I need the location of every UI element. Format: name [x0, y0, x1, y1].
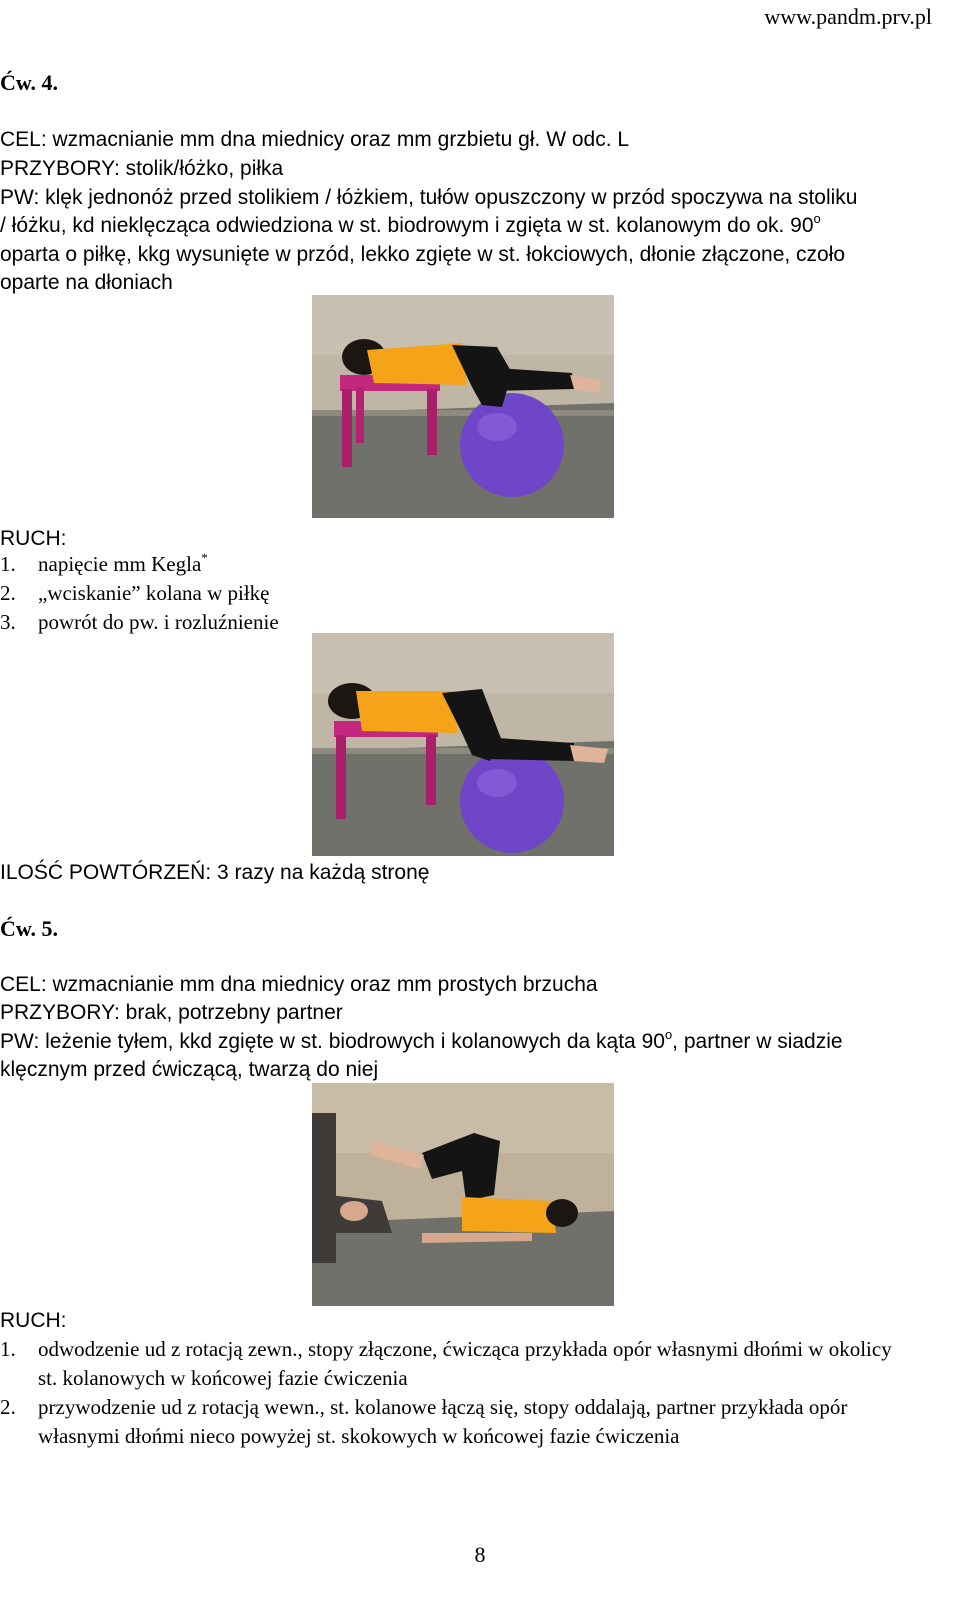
exercise-4-steps: [0, 550, 279, 637]
exercise-5-position-line-2: klęcznym przed ćwiczącą, twarzą do niej: [0, 1058, 379, 1081]
list-item: 1. napięcie mm Kegla*: [0, 550, 208, 576]
photo-illustration: [312, 1083, 614, 1306]
exercise-4-movement-label: RUCH:: [0, 527, 67, 550]
exercise-5-movement-label: RUCH:: [0, 1309, 67, 1332]
exercise-4-position-line-1: PW: klęk jednonóż przed stolikiem / łóżkiem, tułów opuszczony w przód spoczywa na stoliku: [0, 186, 858, 209]
exercise-5-goal: CEL: wzmacnianie mm dna miednicy oraz mm prostych brzucha: [0, 973, 598, 996]
exercise-4-position-line-4: oparte na dłoniach: [0, 271, 173, 294]
list-item: 2. „wciskanie” kolana w piłkę: [0, 581, 270, 605]
exercise-4-position-line-2: / łóżku, kd nieklęcząca odwiedziona w st. biodrowym i zgięta w st. kolanowym do ok. 90$^o$: [0, 211, 821, 237]
list-item: 3. powrót do pw. i rozluźnienie: [0, 610, 279, 634]
exercise-5-title: Ćw. 5.: [0, 916, 59, 941]
exercise-4-title: Ćw. 4.: [0, 70, 59, 95]
exercise-4-photo-start: [312, 295, 614, 518]
exercise-5-position-line-1: PW: leżenie tyłem, kkd zgięte w st. biodrowych i kolanowych da kąta 90$^o$, partner w siadzie: [0, 1027, 843, 1053]
exercise-5-equipment: PRZYBORY: brak, potrzebny partner: [0, 1001, 343, 1024]
list-item: 1. odwodzenie ud z rotacją zewn., stopy złączone, ćwicząca przykłada opór własnymi dłońmi w okolicy st. kolanowych w końcowej fazie ćwiczenia: [0, 1337, 892, 1390]
exercise-4-repetitions: ILOŚĆ POWTÓRZEŃ: 3 razy na każdą stronę: [0, 861, 430, 884]
exercise-5-photo: [312, 1083, 614, 1306]
exercise-5-steps: [0, 1335, 900, 1451]
degree-superscript: o: [664, 1027, 673, 1042]
page-number: 8: [474, 1542, 486, 1567]
exercise-4-position-line-3: oparta o piłkę, kkg wysunięte w przód, lekko zgięte w st. łokciowych, dłonie złączone, czoło: [0, 243, 846, 266]
site-url: www.pandm.prv.pl: [764, 4, 932, 29]
exercise-4-goal: CEL: wzmacnianie mm dna miednicy oraz mm grzbietu gł. W odc. L: [0, 128, 630, 151]
exercise-4-equipment: PRZYBORY: stolik/łóżko, piłka: [0, 157, 284, 180]
exercise-4-photo-press: [312, 633, 614, 856]
degree-superscript: o: [813, 211, 821, 226]
photo-illustration: [312, 295, 614, 518]
list-item: 2. przywodzenie ud z rotacją wewn., st. kolanowe łączą się, stopy oddalają, partner przykłada opór własnymi dłońmi nieco powyżej st. skokowych w końcowej fazie ćwiczenia: [0, 1395, 848, 1448]
photo-illustration: [312, 633, 614, 856]
